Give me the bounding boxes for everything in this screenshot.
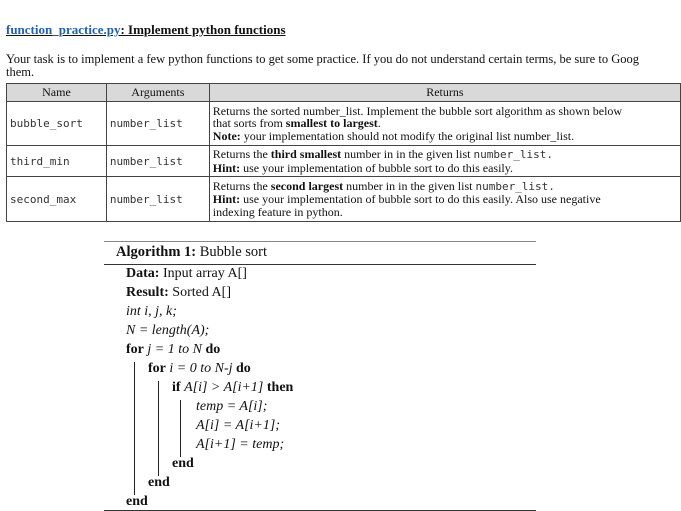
expression: A[i] > A[i+1] xyxy=(184,380,264,395)
row-name: second_max xyxy=(7,177,107,222)
row-name: bubble_sort xyxy=(7,102,107,146)
outer-loop-bar xyxy=(134,362,135,495)
row-returns xyxy=(209,177,680,222)
row-args: number_list xyxy=(106,102,209,146)
text-span: number in in the given list xyxy=(341,147,474,161)
header-name: Name xyxy=(7,84,107,102)
assignment-line: N = length(A); xyxy=(126,323,210,338)
returns-line xyxy=(213,162,677,175)
if-block-bar xyxy=(180,400,181,457)
table-header-row xyxy=(7,84,681,102)
intro-paragraph xyxy=(6,53,681,79)
bold-span: second largest xyxy=(270,178,344,193)
text-span: use your implementation of bubble sort to do this easily. Also use negative xyxy=(240,192,601,207)
expression: j = 1 to N xyxy=(147,342,202,357)
keyword: do xyxy=(205,342,221,357)
header-arguments: Arguments xyxy=(106,84,209,102)
code-span: number_list. xyxy=(473,148,553,161)
algorithm-label: Algorithm 1: xyxy=(116,244,197,260)
text-span: that sorts from xyxy=(212,116,286,131)
note-label: Note: xyxy=(212,128,241,143)
keyword: Data: xyxy=(126,266,160,281)
text-span: Returns the xyxy=(212,178,271,193)
intro-line-1: Your task is to implement a few python functions to get some practice. If you do not understand certain terms, be sure to Goog xyxy=(6,52,639,66)
document-title xyxy=(6,22,286,38)
returns-line: indexing feature in python. xyxy=(212,204,343,219)
result-line xyxy=(126,285,231,301)
bold-span: smallest to largest xyxy=(285,116,378,131)
row-returns xyxy=(209,146,680,177)
returns-line xyxy=(213,193,677,206)
table-row xyxy=(7,102,681,146)
intro-line-2: them. xyxy=(6,65,35,79)
algorithm-box xyxy=(104,241,536,511)
text-span: Input array A[] xyxy=(162,266,247,281)
code-span: number_list. xyxy=(475,179,555,193)
swap-line-3: A[i+1] = temp; xyxy=(196,437,285,452)
keyword: do xyxy=(236,361,251,376)
swap-line-1: temp = A[i]; xyxy=(196,399,268,414)
algorithm-title: Bubble sort xyxy=(199,244,268,260)
keyword: for xyxy=(148,361,166,376)
keyword: for xyxy=(126,342,144,357)
inner-for-line xyxy=(148,361,251,377)
functions-table xyxy=(6,83,681,222)
text-span: Sorted A[] xyxy=(172,285,231,300)
inner-loop-bar xyxy=(158,381,159,476)
table-row xyxy=(7,177,681,222)
row-returns xyxy=(209,102,680,146)
text-span: number in in the given list xyxy=(343,178,476,193)
returns-line xyxy=(213,180,677,194)
text-span: . xyxy=(377,116,381,131)
filename-link[interactable]: function_practice.py xyxy=(6,22,121,37)
keyword: Result: xyxy=(126,285,169,300)
outer-for-line xyxy=(126,342,220,358)
row-args: number_list xyxy=(106,146,209,177)
text-span: Returns the xyxy=(212,147,271,161)
returns-line xyxy=(213,148,677,162)
algorithm-header xyxy=(104,242,536,265)
row-args: number_list xyxy=(106,177,209,222)
keyword: if xyxy=(172,380,181,395)
hint-label: Hint: xyxy=(212,160,241,175)
bold-span: third smallest xyxy=(270,147,342,161)
end-if: end xyxy=(172,456,194,471)
expression: i = 0 to N-j xyxy=(169,361,233,376)
text-span: your implementation should not modify the original list number_list. xyxy=(240,128,575,143)
keyword: then xyxy=(266,380,294,395)
header-returns: Returns xyxy=(209,84,680,102)
title-heading: : Implement python functions xyxy=(120,22,286,37)
end-inner-for: end xyxy=(148,475,170,490)
table-row xyxy=(7,146,681,177)
swap-line-2: A[i] = A[i+1]; xyxy=(196,418,280,433)
returns-line xyxy=(213,130,677,143)
hint-label: Hint: xyxy=(212,192,241,207)
declaration-line: int i, j, k; xyxy=(126,304,177,319)
text-span: use your implementation of bubble sort to do this easily. xyxy=(240,160,513,175)
returns-line: Returns the sorted number_list. Implement the bubble sort algorithm as shown below xyxy=(212,103,623,118)
if-line xyxy=(172,380,293,396)
row-name: third_min xyxy=(7,146,107,177)
end-outer-for: end xyxy=(126,494,148,509)
data-line xyxy=(126,266,247,282)
